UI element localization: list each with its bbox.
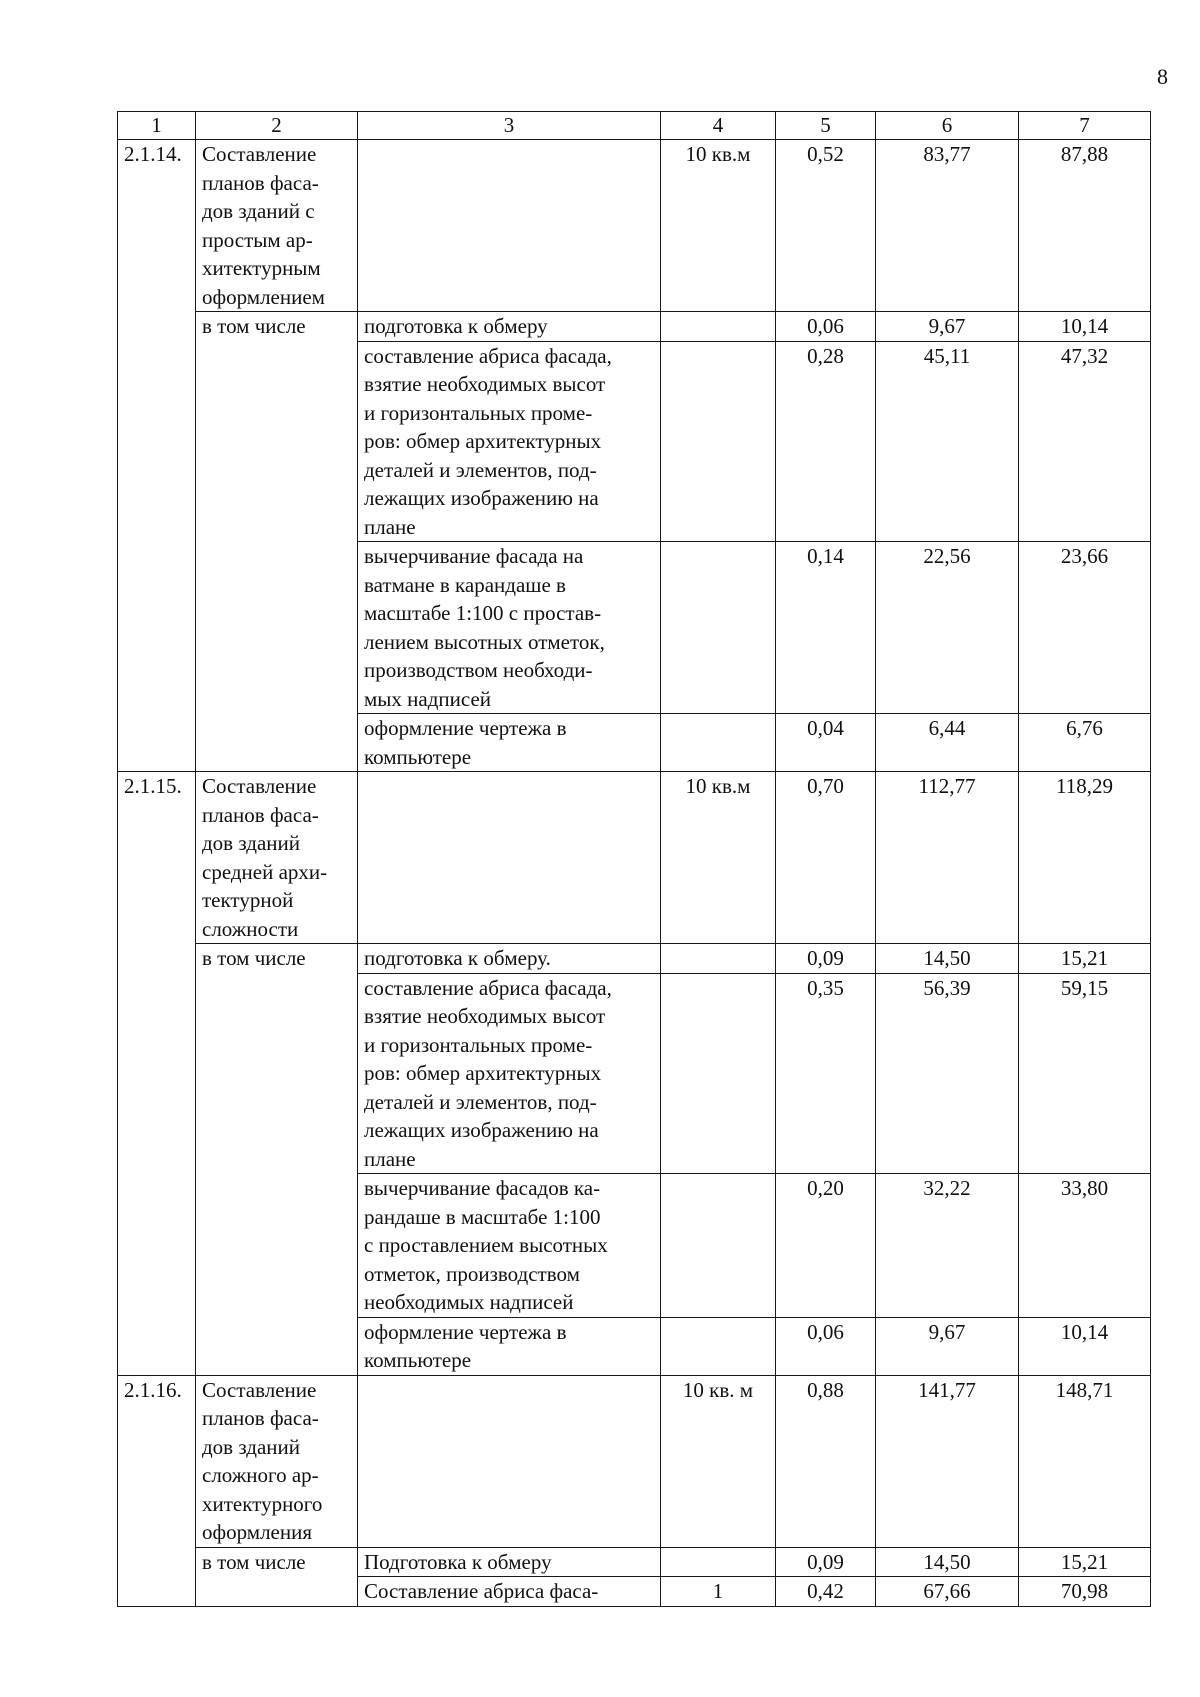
subitem-text: Составление абриса фаса- — [358, 1577, 661, 1607]
subitem-text: вычерчивание фасада на ватмане в карандаше в масштабе 1:100 с простав- лением высотных отметок, производством необходи- мых надписей — [358, 542, 661, 714]
subitem-col6: 67,66 — [876, 1577, 1019, 1607]
item-work-empty — [358, 772, 661, 944]
subitem-text: вычерчивание фасадов ка- рандаше в масштабе 1:100 с проставлением высотных отметок, производством необходимых надписей — [358, 1174, 661, 1318]
item-col7: 87,88 — [1019, 140, 1151, 312]
subitem-unit — [661, 714, 776, 772]
item-name: Составление планов фаса- дов зданий сложного ар- хитектурного оформления — [196, 1375, 358, 1547]
item-col7: 148,71 — [1019, 1375, 1151, 1547]
subitem-col6: 32,22 — [876, 1174, 1019, 1318]
item-col5: 0,88 — [776, 1375, 876, 1547]
subitem-text: подготовка к обмеру — [358, 312, 661, 342]
subitem-col6: 14,50 — [876, 944, 1019, 974]
item-col6: 112,77 — [876, 772, 1019, 944]
subitem-text: оформление чертежа в компьютере — [358, 1317, 661, 1375]
header-row — [118, 112, 1151, 140]
header-cell-6: 6 — [876, 112, 1019, 140]
subitem-col7: 10,14 — [1019, 1317, 1151, 1375]
item-name: Составление планов фаса- дов зданий средней архи- тектурной сложности — [196, 772, 358, 944]
item-work-empty — [358, 140, 661, 312]
subitem-col5: 0,28 — [776, 341, 876, 542]
item-unit: 10 кв.м — [661, 772, 776, 944]
subitem-text: подготовка к обмеру. — [358, 944, 661, 974]
table-row-item — [118, 1375, 1151, 1547]
subitem-col6: 22,56 — [876, 542, 1019, 714]
subitem-col5: 0,09 — [776, 1547, 876, 1577]
subitem-col5: 0,09 — [776, 944, 876, 974]
item-name: Составление планов фаса- дов зданий с простым ар- хитектурным оформлением — [196, 140, 358, 312]
item-unit: 10 кв. м — [661, 1375, 776, 1547]
subitem-unit — [661, 341, 776, 542]
subtotal-label: в том числе — [196, 944, 358, 1376]
header-cell-4: 4 — [661, 112, 776, 140]
subtotal-label: в том числе — [196, 1547, 358, 1606]
subitem-unit — [661, 1317, 776, 1375]
subitem-text: составление абриса фасада, взятие необходимых высот и горизонтальных проме- ров: обмер архитектурных деталей и элементов, под- лежащих изображению на плане — [358, 973, 661, 1174]
table-row-item — [118, 140, 1151, 312]
table-row-subitem — [118, 944, 1151, 974]
item-col6: 83,77 — [876, 140, 1019, 312]
subitem-col7: 59,15 — [1019, 973, 1151, 1174]
subitem-col5: 0,06 — [776, 312, 876, 342]
subitem-text: Подготовка к обмеру — [358, 1547, 661, 1577]
subitem-col6: 6,44 — [876, 714, 1019, 772]
subitem-unit — [661, 973, 776, 1174]
subitem-col7: 33,80 — [1019, 1174, 1151, 1318]
subitem-unit — [661, 1547, 776, 1577]
subitem-col5: 0,04 — [776, 714, 876, 772]
item-code: 2.1.15. — [118, 772, 196, 1376]
page-number: 8 — [1157, 64, 1168, 89]
item-col5: 0,52 — [776, 140, 876, 312]
subitem-col6: 56,39 — [876, 973, 1019, 1174]
header-cell-3: 3 — [358, 112, 661, 140]
subitem-unit — [661, 542, 776, 714]
item-col7: 118,29 — [1019, 772, 1151, 944]
subtotal-label: в том числе — [196, 312, 358, 772]
subitem-col6: 9,67 — [876, 1317, 1019, 1375]
item-code: 2.1.14. — [118, 140, 196, 772]
subitem-col5: 0,42 — [776, 1577, 876, 1607]
subitem-col7: 15,21 — [1019, 1547, 1151, 1577]
item-col5: 0,70 — [776, 772, 876, 944]
header-cell-2: 2 — [196, 112, 358, 140]
subitem-text: оформление чертежа в компьютере — [358, 714, 661, 772]
subitem-unit — [661, 944, 776, 974]
subitem-text: составление абриса фасада, взятие необходимых высот и горизонтальных проме- ров: обмер архитектурных деталей и элементов, под- лежащих изображению на плане — [358, 341, 661, 542]
subitem-col5: 0,06 — [776, 1317, 876, 1375]
subitem-col6: 45,11 — [876, 341, 1019, 542]
subitem-col5: 0,35 — [776, 973, 876, 1174]
subitem-unit: 1 — [661, 1577, 776, 1607]
item-col6: 141,77 — [876, 1375, 1019, 1547]
table-row-item — [118, 772, 1151, 944]
subitem-col5: 0,20 — [776, 1174, 876, 1318]
item-unit: 10 кв.м — [661, 140, 776, 312]
subitem-col7: 23,66 — [1019, 542, 1151, 714]
subitem-col7: 70,98 — [1019, 1577, 1151, 1607]
subitem-col7: 15,21 — [1019, 944, 1151, 974]
subitem-unit — [661, 312, 776, 342]
subitem-col6: 9,67 — [876, 312, 1019, 342]
subitem-col7: 6,76 — [1019, 714, 1151, 772]
norms-table — [117, 111, 1151, 1607]
header-cell-7: 7 — [1019, 112, 1151, 140]
subitem-col6: 14,50 — [876, 1547, 1019, 1577]
subitem-col7: 47,32 — [1019, 341, 1151, 542]
subitem-unit — [661, 1174, 776, 1318]
table-row-subitem — [118, 312, 1151, 342]
subitem-col5: 0,14 — [776, 542, 876, 714]
table-row-subitem — [118, 1547, 1151, 1577]
item-code: 2.1.16. — [118, 1375, 196, 1606]
item-work-empty — [358, 1375, 661, 1547]
header-cell-1: 1 — [118, 112, 196, 140]
subitem-col7: 10,14 — [1019, 312, 1151, 342]
header-cell-5: 5 — [776, 112, 876, 140]
